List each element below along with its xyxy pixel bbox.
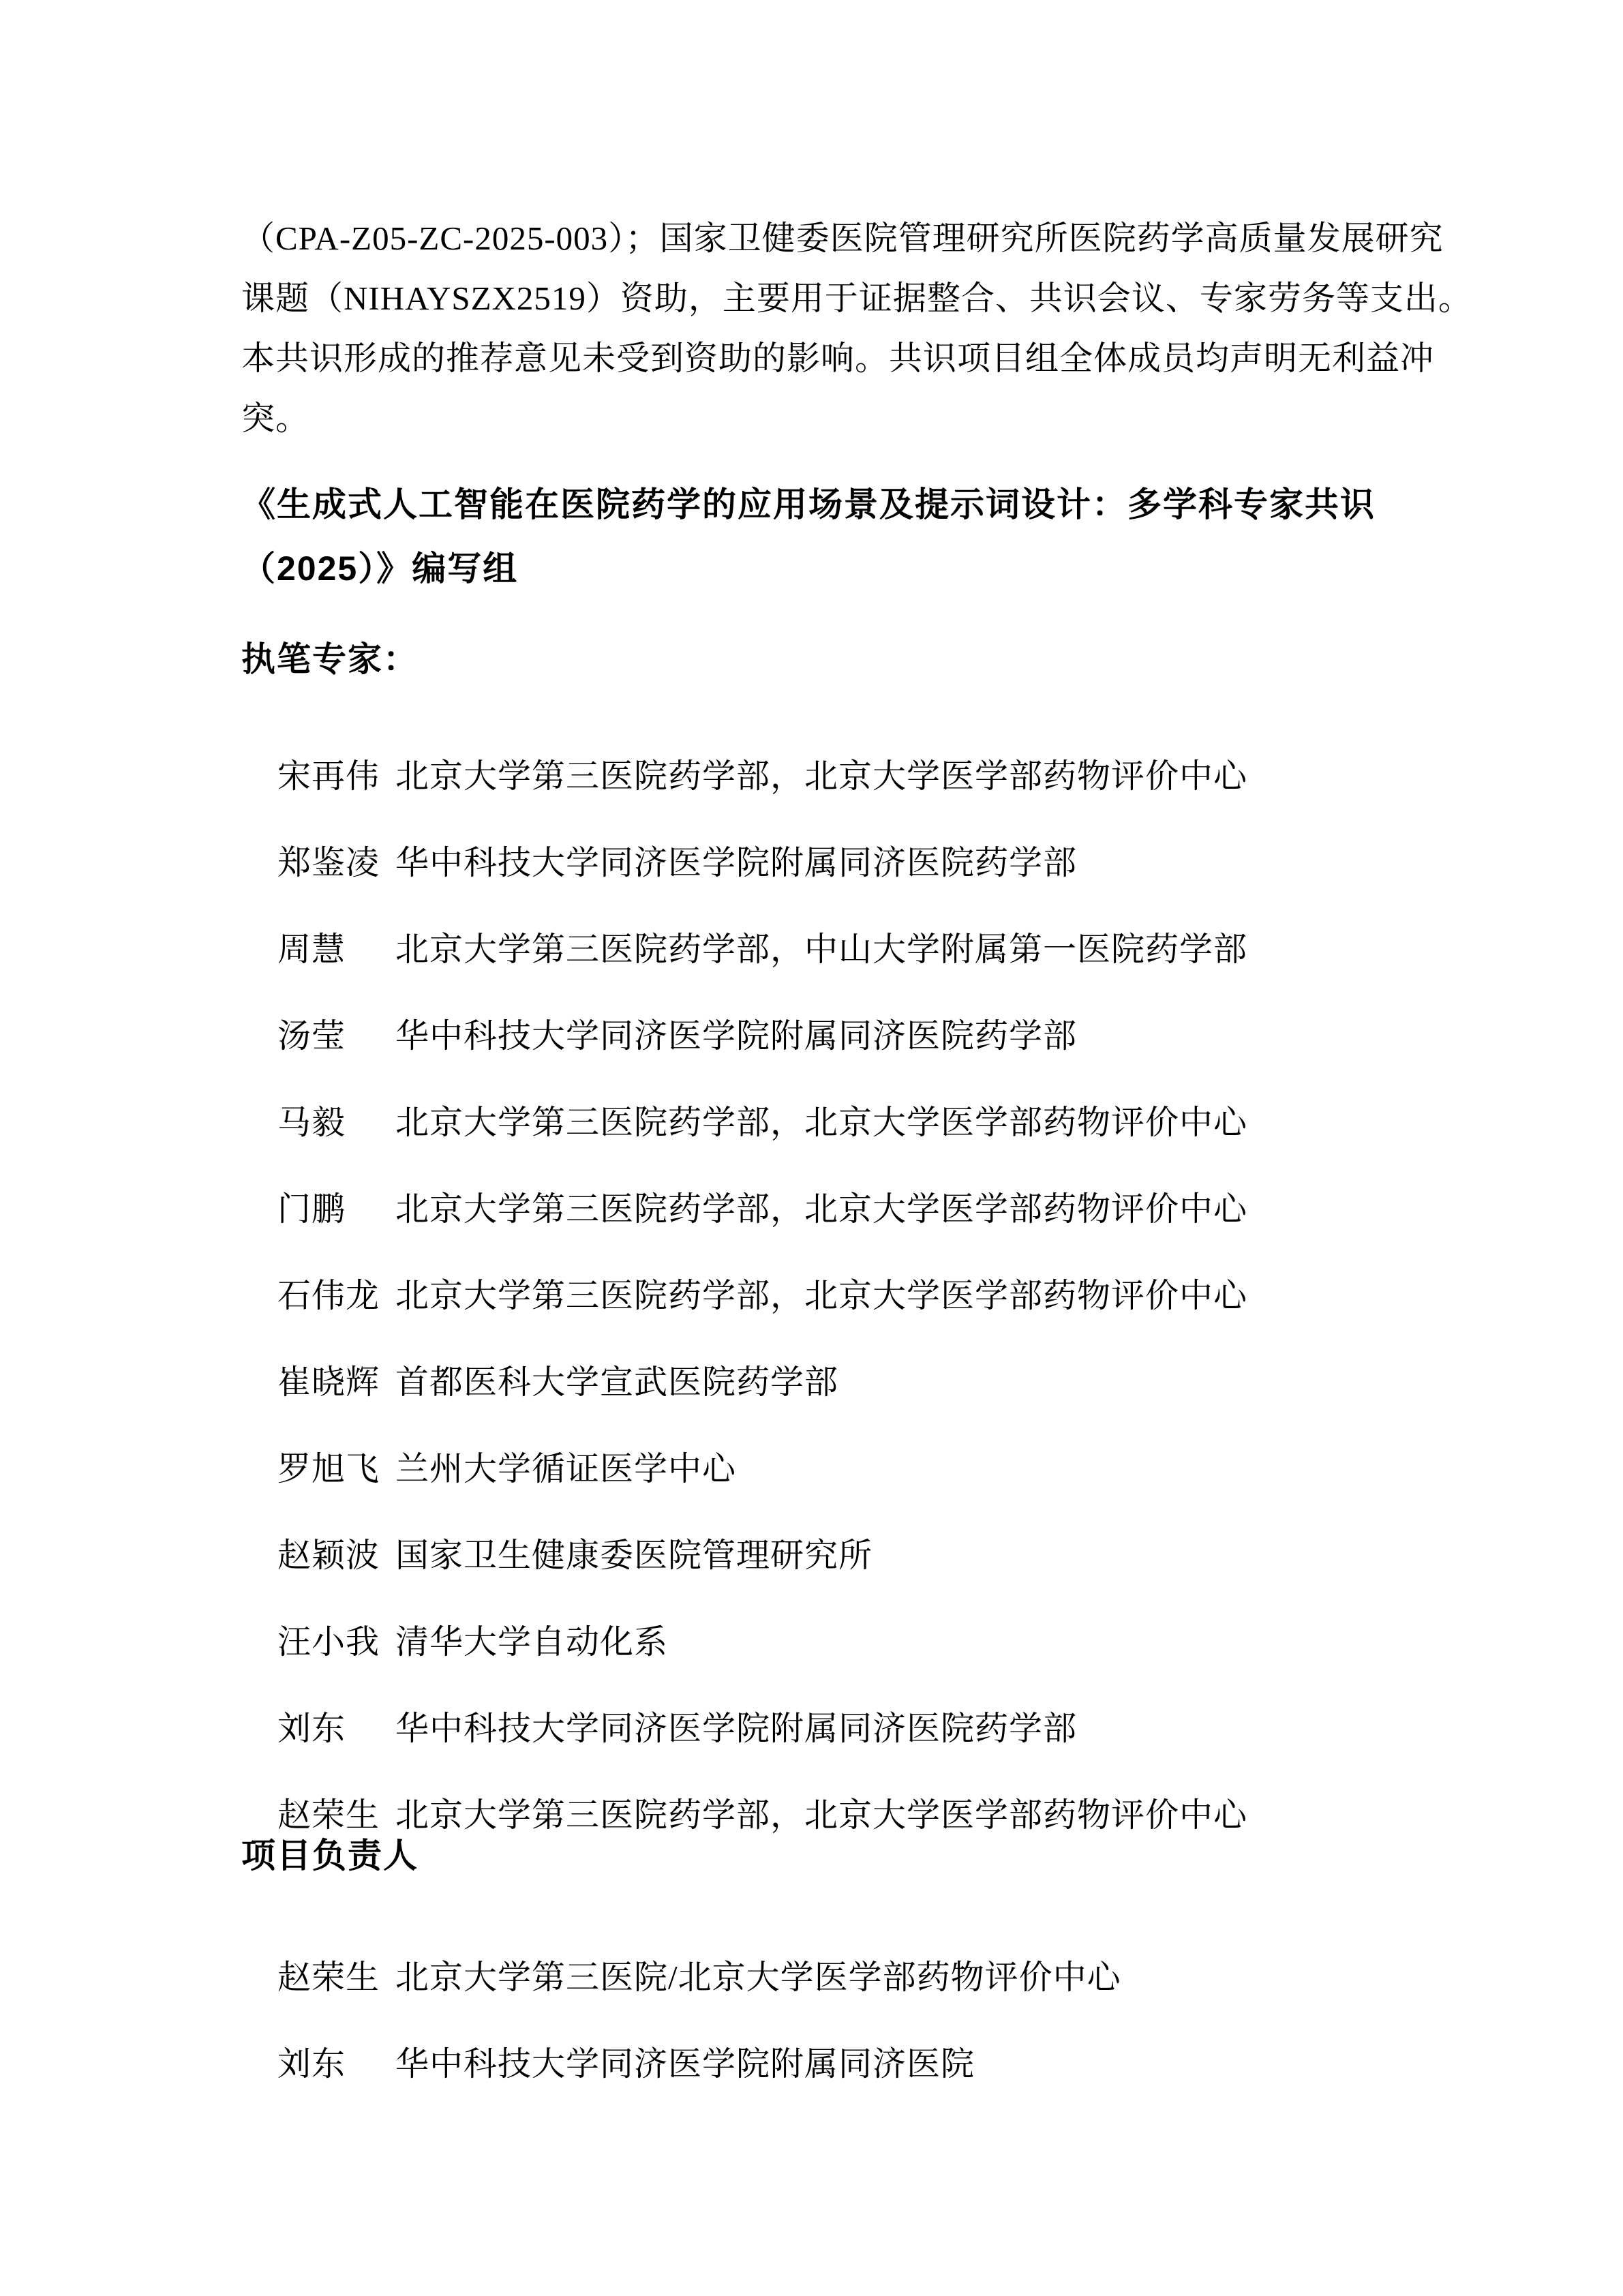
expert-name: 罗旭飞 (277, 1450, 380, 1487)
leader-row (241, 2011, 975, 2117)
leader-name: 赵荣生 (277, 1959, 380, 1996)
funding-paragraph-line: 课题（NIHAYSZX2519）资助，主要用于证据整合、共识会议、专家劳务等支出。 (241, 280, 1472, 317)
expert-affiliation: 北京大学第三医院药学部，北京大学医学部药物评价中心 (395, 1277, 1248, 1314)
expert-name: 周慧 (277, 931, 346, 968)
expert-name: 石伟龙 (277, 1277, 380, 1314)
writing-group-title-line: （2025）》编写组 (241, 549, 519, 588)
funding-paragraph-line: （CPA-Z05-ZC-2025-003）；国家卫健委医院管理研究所医院药学高质量发展研究 (241, 220, 1444, 257)
project-leaders-header: 项目负责人 (241, 1837, 419, 1875)
leader-affiliation: 北京大学第三医院/北京大学医学部药物评价中心 (395, 1959, 1121, 1996)
expert-affiliation: 华中科技大学同济医学院附属同济医院药学部 (395, 1710, 1078, 1747)
expert-affiliation: 北京大学第三医院药学部，北京大学医学部药物评价中心 (395, 1190, 1248, 1228)
leader-affiliation: 华中科技大学同济医学院附属同济医院 (395, 2045, 975, 2083)
expert-affiliation: 兰州大学循证医学中心 (395, 1450, 737, 1487)
expert-name: 宋再伟 (277, 757, 380, 795)
expert-name: 门鹏 (277, 1190, 346, 1228)
expert-affiliation: 北京大学第三医院药学部，北京大学医学部药物评价中心 (395, 1796, 1248, 1834)
expert-affiliation: 首都医科大学宣武医院药学部 (395, 1363, 839, 1401)
expert-name: 马毅 (277, 1104, 346, 1141)
writing-experts-header: 执笔专家： (241, 640, 419, 678)
expert-affiliation: 华中科技大学同济医学院附属同济医院药学部 (395, 844, 1078, 881)
expert-affiliation: 国家卫生健康委医院管理研究所 (395, 1537, 873, 1574)
expert-affiliation: 华中科技大学同济医学院附属同济医院药学部 (395, 1017, 1078, 1055)
expert-name: 赵颖波 (277, 1537, 380, 1574)
writing-group-title-line: 《生成式人工智能在医院药学的应用场景及提示词设计：多学科专家共识 (241, 485, 1376, 524)
expert-name: 汪小我 (277, 1623, 380, 1661)
expert-affiliation: 北京大学第三医院药学部，北京大学医学部药物评价中心 (395, 1104, 1248, 1141)
expert-name: 赵荣生 (277, 1796, 380, 1834)
expert-affiliation: 北京大学第三医院药学部，中山大学附属第一医院药学部 (395, 931, 1248, 968)
funding-paragraph-line: 突。 (241, 399, 310, 437)
expert-name: 汤莹 (277, 1017, 346, 1055)
expert-affiliation: 北京大学第三医院药学部，北京大学医学部药物评价中心 (395, 757, 1248, 795)
funding-paragraph-line: 本共识形成的推荐意见未受到资助的影响。共识项目组全体成员均声明无利益冲 (241, 339, 1435, 377)
expert-name: 刘东 (277, 1710, 346, 1747)
expert-name: 崔晓辉 (277, 1363, 380, 1401)
expert-name: 郑鉴凌 (277, 844, 380, 881)
expert-affiliation: 清华大学自动化系 (395, 1623, 669, 1661)
leader-name: 刘东 (277, 2045, 346, 2083)
